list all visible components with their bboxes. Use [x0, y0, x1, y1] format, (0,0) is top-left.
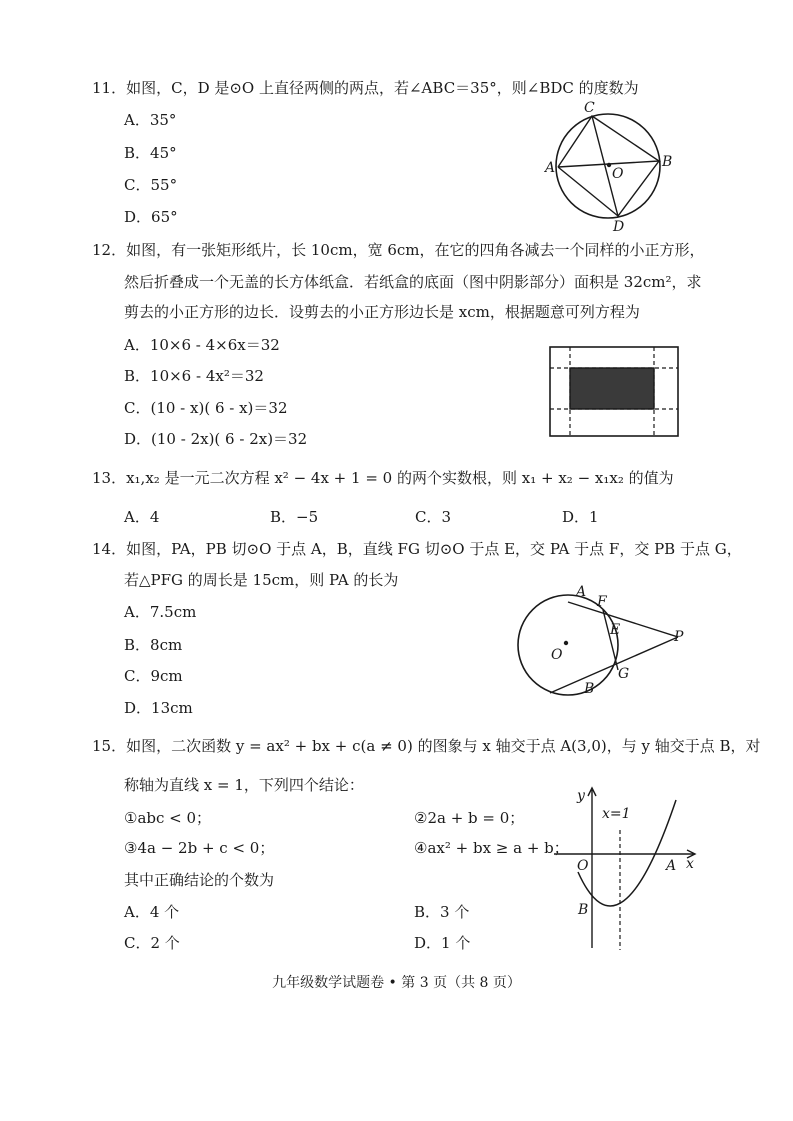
q14-label-g: G — [618, 666, 630, 682]
q14-line-2: 若△PFG 的周长是 15cm，则 PA 的长为 — [124, 571, 399, 589]
q15-label-o: O — [577, 858, 589, 874]
q14-label-o: O — [551, 647, 563, 663]
q15-ask: 其中正确结论的个数为 — [124, 871, 275, 889]
q11-stem: 11．如图，C，D 是⊙O 上直径两侧的两点，若∠ABC＝35°，则∠BDC 的度数为 — [92, 79, 639, 97]
q15-option-b[interactable]: B．3 个 — [414, 903, 470, 921]
q15-label-x: x — [686, 856, 694, 872]
q12-line-3: 剪去的小正方形的边长．设剪去的小正方形边长是 xcm，根据题意可列方程为 — [124, 303, 640, 321]
q12-option-c[interactable]: C．(10 - x)( 6 - x)＝32 — [124, 399, 288, 417]
q14-option-c[interactable]: C．9cm — [124, 667, 183, 685]
q12-line-2: 然后折叠成一个无盖的长方体纸盒．若纸盒的底面（图中阴影部分）面积是 32cm²，求 — [124, 273, 702, 291]
q12-option-a[interactable]: A．10×6 - 4×6x＝32 — [124, 336, 280, 354]
q14-line-1: 14．如图，PA，PB 切⊙O 于点 A，B，直线 FG 切⊙O 于点 E，交 PA 于点 F，交 PB 于点 G， — [92, 540, 742, 558]
q14-center-dot — [564, 641, 568, 645]
q14-label-e: E — [610, 622, 621, 638]
q13-option-b[interactable]: B．−5 — [270, 508, 319, 526]
q15-option-d[interactable]: D．1 个 — [414, 934, 471, 952]
q13-option-c[interactable]: C．3 — [415, 508, 452, 526]
q14-tangent-figure — [510, 580, 690, 700]
q15-conclusion-2: ②2a + b = 0； — [414, 809, 525, 827]
q15-label-a: A — [666, 858, 677, 874]
q15-option-c[interactable]: C．2 个 — [124, 934, 180, 952]
q15-line-1: 15．如图，二次函数 y = ax² + bx + c(a ≠ 0) 的图象与 x 轴交于点 A(3,0)，与 y 轴交于点 B，对 — [92, 737, 761, 755]
q14-tangent-pa — [568, 602, 678, 637]
q15-conclusion-1: ①abc < 0； — [124, 809, 212, 827]
q12-option-d[interactable]: D．(10 - 2x)( 6 - 2x)＝32 — [124, 430, 308, 448]
q11-label-d: D — [613, 219, 625, 235]
page-footer: 九年级数学试题卷 • 第 3 页（共 8 页） — [272, 975, 521, 991]
q11-chords-d — [592, 116, 659, 216]
q15-parabola-figure — [548, 780, 703, 955]
q11-option-d[interactable]: D．65° — [124, 208, 178, 226]
q12-rectangle-figure — [548, 345, 683, 440]
q11-label-a: A — [545, 160, 556, 176]
q11-option-a[interactable]: A．35° — [124, 111, 177, 129]
q13-option-d[interactable]: D．1 — [562, 508, 599, 526]
q14-label-a: A — [576, 584, 587, 600]
q13-stem: 13．x₁,x₂ 是一元二次方程 x² − 4x + 1 = 0 的两个实数根，则 x₁ + x₂ − x₁x₂ 的值为 — [92, 469, 674, 487]
q11-circle-figure — [540, 100, 675, 235]
q15-label-b: B — [578, 902, 589, 918]
q14-label-f: F — [597, 594, 607, 610]
q14-label-p: P — [674, 629, 684, 645]
q11-label-c: C — [584, 100, 595, 116]
q15-label-axis: x=1 — [602, 806, 631, 822]
q11-center-dot — [607, 163, 611, 167]
q11-option-c[interactable]: C．55° — [124, 176, 178, 194]
q11-chords — [558, 116, 659, 167]
q11-option-b[interactable]: B．45° — [124, 144, 177, 162]
q15-conclusion-4: ④ax² + bx ≥ a + b； — [414, 839, 569, 857]
q15-conclusion-3: ③4a − 2b + c < 0； — [124, 839, 275, 857]
q12-line-1: 12．如图，有一张矩形纸片，长 10cm，宽 6cm，在它的四角各减去一个同样的小正方形， — [92, 241, 705, 259]
q14-label-b: B — [584, 681, 595, 697]
q14-option-b[interactable]: B．8cm — [124, 636, 183, 654]
q12-option-b[interactable]: B．10×6 - 4x²＝32 — [124, 367, 264, 385]
q12-shaded-base — [570, 368, 654, 409]
q14-option-d[interactable]: D．13cm — [124, 699, 193, 717]
q15-option-a[interactable]: A．4 个 — [124, 903, 180, 921]
q13-option-a[interactable]: A．4 — [124, 508, 160, 526]
q14-option-a[interactable]: A．7.5cm — [124, 603, 197, 621]
q15-label-y: y — [577, 788, 585, 804]
q15-line-2: 称轴为直线 x = 1，下列四个结论： — [124, 776, 364, 794]
q11-label-b: B — [662, 154, 673, 170]
q11-label-o: O — [612, 166, 624, 182]
q14-tangent-pb — [550, 637, 678, 693]
